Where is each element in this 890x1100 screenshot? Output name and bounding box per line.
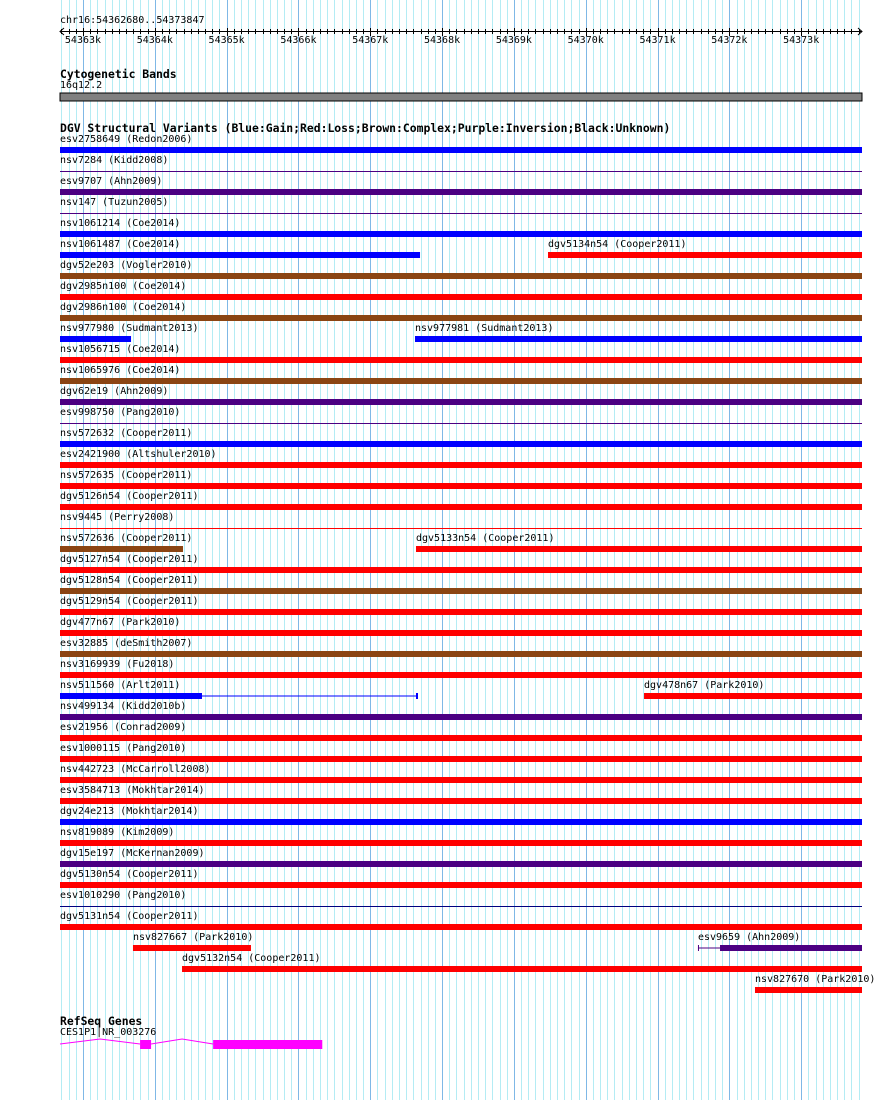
variant-label[interactable]: nsv977981 (Sudmant2013) — [415, 323, 554, 334]
variant-label[interactable]: dgv5126n54 (Cooper2011) — [60, 491, 199, 502]
gene-exon — [140, 1040, 151, 1049]
variant-label[interactable]: esv9659 (Ahn2009) — [697, 932, 801, 943]
variant-feature-bar — [182, 966, 862, 972]
variant-label[interactable]: esv2758649 (Redon2006) — [60, 134, 193, 145]
variant-feature-bar — [60, 357, 862, 363]
variant-label[interactable]: dgv5129n54 (Cooper2011) — [60, 596, 199, 607]
variant-feature-bar — [60, 483, 862, 489]
variant-label[interactable]: dgv477n67 (Park2010) — [60, 617, 181, 628]
variant-feature-bar — [60, 840, 862, 846]
variant-feature-bar — [548, 252, 862, 258]
variant-feature-bar — [60, 756, 862, 762]
variant-label[interactable]: esv3584713 (Mokhtar2014) — [60, 785, 205, 796]
ruler-tick-label: 54372k — [711, 35, 748, 46]
variant-feature-bar — [60, 567, 862, 573]
variant-label[interactable]: nsv499134 (Kidd2010b) — [60, 701, 187, 712]
variant-feature-bar — [755, 987, 862, 993]
variant-feature-bar — [60, 504, 862, 510]
variant-label[interactable]: esv2421900 (Altshuler2010) — [60, 449, 217, 460]
variant-feature-bar — [60, 462, 862, 468]
variant-feature-bar — [60, 630, 862, 636]
gene-exon — [213, 1040, 322, 1049]
variant-label[interactable]: dgv5131n54 (Cooper2011) — [60, 911, 199, 922]
variant-feature-bar — [60, 231, 862, 237]
variant-label[interactable]: dgv478n67 (Park2010) — [644, 680, 765, 691]
variant-label[interactable]: dgv2985n100 (Coe2014) — [60, 281, 187, 292]
variant-feature-bar — [60, 252, 420, 258]
variant-label[interactable]: nsv977980 (Sudmant2013) — [60, 323, 199, 334]
gene-intron — [60, 1039, 140, 1044]
variant-label[interactable]: nsv3169939 (Fu2018) — [60, 659, 175, 670]
variant-label[interactable]: dgv5134n54 (Cooper2011) — [548, 239, 687, 250]
variant-label[interactable]: nsv1061487 (Coe2014) — [60, 239, 181, 250]
variant-label[interactable]: nsv819089 (Kim2009) — [60, 827, 175, 838]
location-label: chr16:54362680..54373847 — [60, 15, 205, 26]
variant-feature-bar — [60, 672, 862, 678]
variant-feature-bar — [60, 651, 862, 657]
variant-label[interactable]: esv1000115 (Pang2010) — [60, 743, 187, 754]
variant-feature-bar — [60, 882, 862, 888]
variant-feature-bar — [644, 693, 862, 699]
ruler-tick-label: 54366k — [280, 35, 317, 46]
variant-feature-bar — [60, 861, 862, 867]
refseq-track-title[interactable]: RefSeq Genes — [60, 1014, 143, 1028]
variant-feature-bar — [60, 441, 862, 447]
variant-feature-bar — [60, 399, 862, 405]
variant-label[interactable]: esv1010290 (Pang2010) — [60, 890, 187, 901]
variant-feature-bar — [60, 609, 862, 615]
variant-label[interactable]: dgv5130n54 (Cooper2011) — [60, 869, 199, 880]
ruler-tick-label: 54363k — [64, 35, 102, 46]
gene-label[interactable]: CES1P1|NR_003276 — [60, 1027, 157, 1038]
variant-label[interactable]: dgv5127n54 (Cooper2011) — [60, 554, 199, 565]
gene-intron — [151, 1039, 213, 1044]
variant-label[interactable]: dgv5133n54 (Cooper2011) — [416, 533, 555, 544]
variant-label[interactable]: esv21956 (Conrad2009) — [60, 722, 187, 733]
variant-label[interactable]: nsv7284 (Kidd2008) — [60, 155, 169, 166]
variant-label[interactable]: dgv52e203 (Vogler2010) — [60, 260, 193, 271]
variant-label[interactable]: dgv2986n100 (Coe2014) — [60, 302, 187, 313]
variant-feature-bar — [416, 546, 862, 552]
variant-feature-bar — [60, 693, 202, 699]
variant-feature-bar — [60, 273, 862, 279]
variant-label[interactable]: nsv572632 (Cooper2011) — [60, 428, 193, 439]
ruler-tick-label: 54364k — [136, 35, 173, 46]
variant-label[interactable]: nsv827667 (Park2010) — [132, 932, 254, 943]
variant-feature-bar — [60, 378, 862, 384]
variant-feature-bar — [60, 819, 862, 825]
variant-label[interactable]: esv998750 (Pang2010) — [60, 407, 181, 418]
variant-feature-bar — [415, 336, 862, 342]
variant-label[interactable]: nsv147 (Tuzun2005) — [60, 197, 169, 208]
variant-label[interactable]: esv32885 (deSmith2007) — [60, 638, 193, 649]
variant-label[interactable]: nsv442723 (McCarroll2008) — [60, 764, 211, 775]
variant-label[interactable]: nsv511560 (Arlt2011) — [60, 680, 181, 691]
variant-label[interactable]: esv9707 (Ahn2009) — [60, 176, 163, 187]
variant-feature-bar — [60, 777, 862, 783]
variant-feature-bar — [60, 588, 862, 594]
variant-feature-bar — [60, 315, 862, 321]
variant-feature-bar — [60, 735, 862, 741]
variant-label[interactable]: dgv5132n54 (Cooper2011) — [182, 953, 321, 964]
variant-label[interactable]: dgv15e197 (McKernan2009) — [60, 848, 205, 859]
variant-feature-bar — [60, 294, 862, 300]
variant-feature-bar — [60, 147, 862, 153]
ruler-tick-label: 54368k — [424, 35, 461, 46]
ruler-tick-label: 54367k — [352, 35, 389, 46]
variant-feature-bar — [133, 945, 251, 951]
dgv-track-title[interactable]: DGV Structural Variants (Blue:Gain;Red:Loss;Brown:Complex;Purple:Inversion;Black:Unknown) — [60, 121, 671, 135]
ruler-tick-label: 54370k — [567, 35, 604, 46]
ruler-tick-label: 54373k — [783, 35, 820, 46]
ruler-tick-label: 54369k — [495, 35, 532, 46]
variant-feature-bar — [60, 546, 183, 552]
cytoband-track-title[interactable]: Cytogenetic Bands — [60, 67, 177, 81]
ruler-tick-label: 54371k — [639, 35, 676, 46]
variant-label[interactable]: dgv5128n54 (Cooper2011) — [60, 575, 199, 586]
variant-feature-bar — [60, 336, 131, 342]
variant-feature-bar — [60, 189, 862, 195]
variant-label[interactable]: nsv827670 (Park2010) — [754, 974, 876, 985]
variant-feature-bar — [720, 945, 862, 951]
variant-feature-bar — [60, 798, 862, 804]
variant-feature-bar — [60, 714, 862, 720]
variant-label[interactable]: nsv9445 (Perry2008) — [60, 512, 175, 523]
variant-label[interactable]: nsv572635 (Cooper2011) — [60, 470, 193, 481]
variant-label[interactable]: dgv62e19 (Ahn2009) — [60, 386, 169, 397]
cytoband-bar — [60, 93, 862, 101]
variant-label[interactable]: nsv1065976 (Coe2014) — [60, 365, 181, 376]
variant-label[interactable]: nsv1061214 (Coe2014) — [60, 218, 181, 229]
variant-label[interactable]: nsv572636 (Cooper2011) — [60, 533, 193, 544]
variant-feature-bar — [60, 924, 862, 930]
variant-label[interactable]: nsv1056715 (Coe2014) — [60, 344, 181, 355]
variant-label[interactable]: dgv24e213 (Mokhtar2014) — [60, 806, 199, 817]
cytoband-label: 16q12.2 — [60, 80, 103, 91]
ruler-tick-label: 54365k — [208, 35, 245, 46]
